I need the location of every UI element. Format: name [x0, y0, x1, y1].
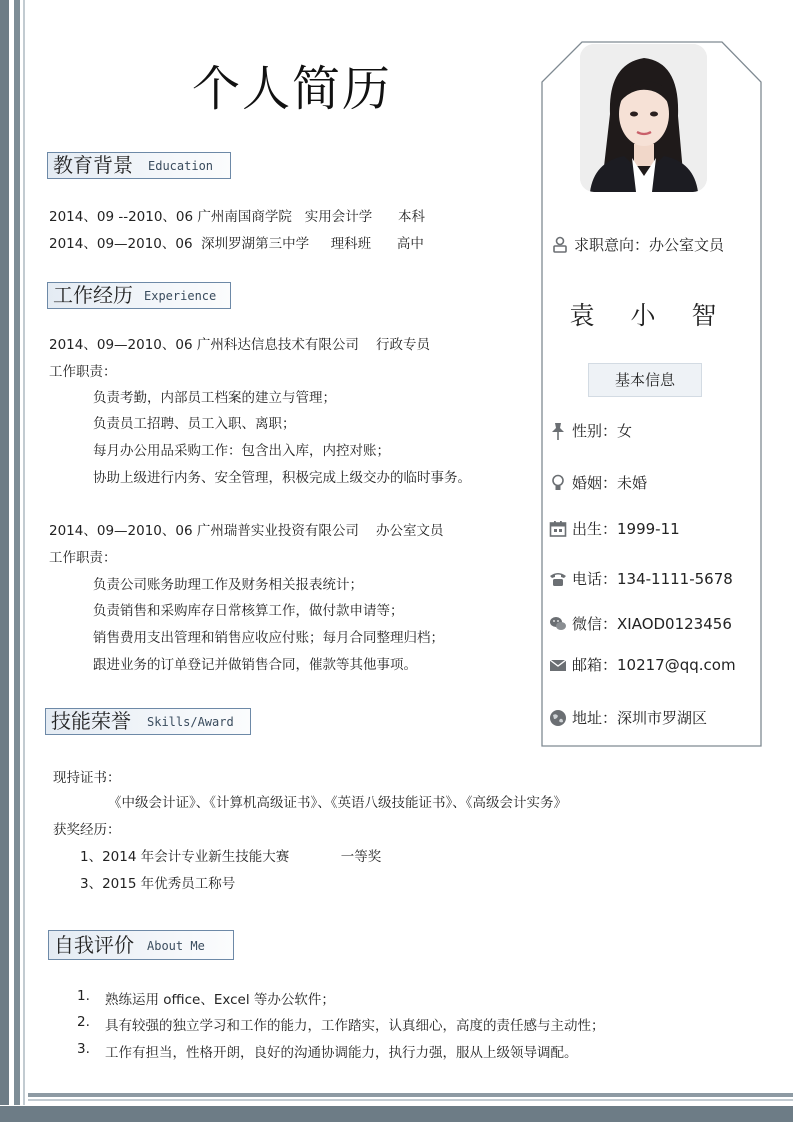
- self-item-text: 熟练运用 office、Excel 等办公软件；: [105, 992, 335, 1008]
- profile-birth: [549, 518, 680, 539]
- duty-item: 协助上级进行内务、安全管理，积极完成上级交办的临时事务。: [93, 470, 471, 486]
- education-row: 2014、09—2010、06 深圳罗湖第三中学 理科班 高中: [49, 236, 424, 252]
- chat-bubbles-icon: [549, 615, 567, 633]
- gender-text: 性别：女: [572, 422, 633, 440]
- self-item-text: 具有较强的独立学习和工作的能力，工作踏实，认真细心，高度的责任感与主动性；: [105, 1018, 605, 1034]
- profile-wechat: [549, 613, 732, 634]
- self-item-text: 工作有担当，性格开朗，良好的沟通协调能力，执行力强，服从上级领导调配。: [105, 1045, 578, 1061]
- duty-item: 负责考勤，内部员工档案的建立与管理；: [93, 390, 336, 406]
- duty-item: 每月办公用品采购工作：包含出入库，内控对账；: [93, 443, 390, 459]
- duty-label: 工作职责：: [49, 364, 117, 380]
- self-item-num: 2.: [77, 1014, 90, 1030]
- cert-list: 《中级会计证》、《计算机高级证书》、《英语八级技能证书》、《高级会计实务》: [108, 795, 567, 811]
- address-text: 地址：深圳市罗湖区: [572, 709, 708, 727]
- self-item-num: 3.: [77, 1041, 90, 1057]
- section-title-zh: 技能荣誉: [51, 709, 131, 733]
- page-title: 个人简历: [192, 61, 393, 117]
- basic-info-label: 基本信息: [588, 363, 702, 397]
- avatar-portrait-icon: [580, 44, 707, 192]
- award-label: 获奖经历：: [53, 822, 121, 838]
- profile-address: [549, 707, 707, 728]
- wechat-text: 微信：XIAOD0123456: [572, 615, 732, 633]
- calendar-icon: [549, 520, 567, 538]
- section-title-en: Education: [148, 159, 214, 173]
- email-text: 邮箱：10217@qq.com: [572, 656, 736, 674]
- profile-intent: [551, 234, 724, 255]
- person-icon: [551, 236, 569, 254]
- award-item: 3、2015 年优秀员工称号: [80, 876, 236, 892]
- duty-item: 负责销售和采购库存日常核算工作，做付款申请等；: [93, 603, 404, 619]
- pushpin-icon: [549, 422, 567, 440]
- self-item-num: 1.: [77, 988, 90, 1004]
- section-title-en: About Me: [147, 939, 205, 953]
- avatar: [580, 44, 707, 192]
- section-title-zh: 工作经历: [53, 283, 133, 307]
- birth-text: 出生：1999-11: [572, 520, 680, 538]
- section-title-en: Experience: [144, 289, 217, 303]
- education-row: 2014、09 --2010、06 广州南国商学院 实用会计学 本科: [49, 209, 426, 225]
- section-title-zh: 自我评价: [54, 933, 134, 957]
- cert-label: 现持证书：: [53, 770, 121, 786]
- phone-text: 电话：134-1111-5678: [572, 570, 733, 588]
- profile-email: [549, 654, 736, 675]
- intent-text: 求职意向：办公室文员: [574, 236, 725, 254]
- profile-phone: [549, 568, 733, 589]
- duty-item: 负责公司账务助理工作及财务相关报表统计；: [93, 577, 363, 593]
- telephone-icon: [549, 570, 567, 588]
- job-header: 2014、09—2010、06 广州瑞普实业投资有限公司 办公室文员: [49, 523, 444, 539]
- globe-icon: [549, 709, 567, 727]
- marriage-text: 婚姻：未婚: [572, 474, 648, 492]
- duty-label: 工作职责：: [49, 550, 117, 566]
- award-item: 1、2014 年会计专业新生技能大赛 一等奖: [80, 849, 382, 865]
- duty-item: 销售费用支出管理和销售应收应付账；每月合同整理归档；: [93, 630, 444, 646]
- section-title-zh: 教育背景: [53, 153, 133, 177]
- section-title-en: Skills/Award: [147, 715, 234, 729]
- lightbulb-icon: [549, 474, 567, 492]
- envelope-icon: [549, 656, 567, 674]
- profile-name: 袁 小 智: [569, 301, 731, 330]
- profile-marriage: [549, 472, 647, 493]
- duty-item: 跟进业务的订单登记并做销售合同，催款等其他事项。: [93, 657, 417, 673]
- profile-gender: [549, 420, 632, 441]
- job-header: 2014、09—2010、06 广州科达信息技术有限公司 行政专员: [49, 337, 431, 353]
- duty-item: 负责员工招聘、员工入职、离职；: [93, 416, 296, 432]
